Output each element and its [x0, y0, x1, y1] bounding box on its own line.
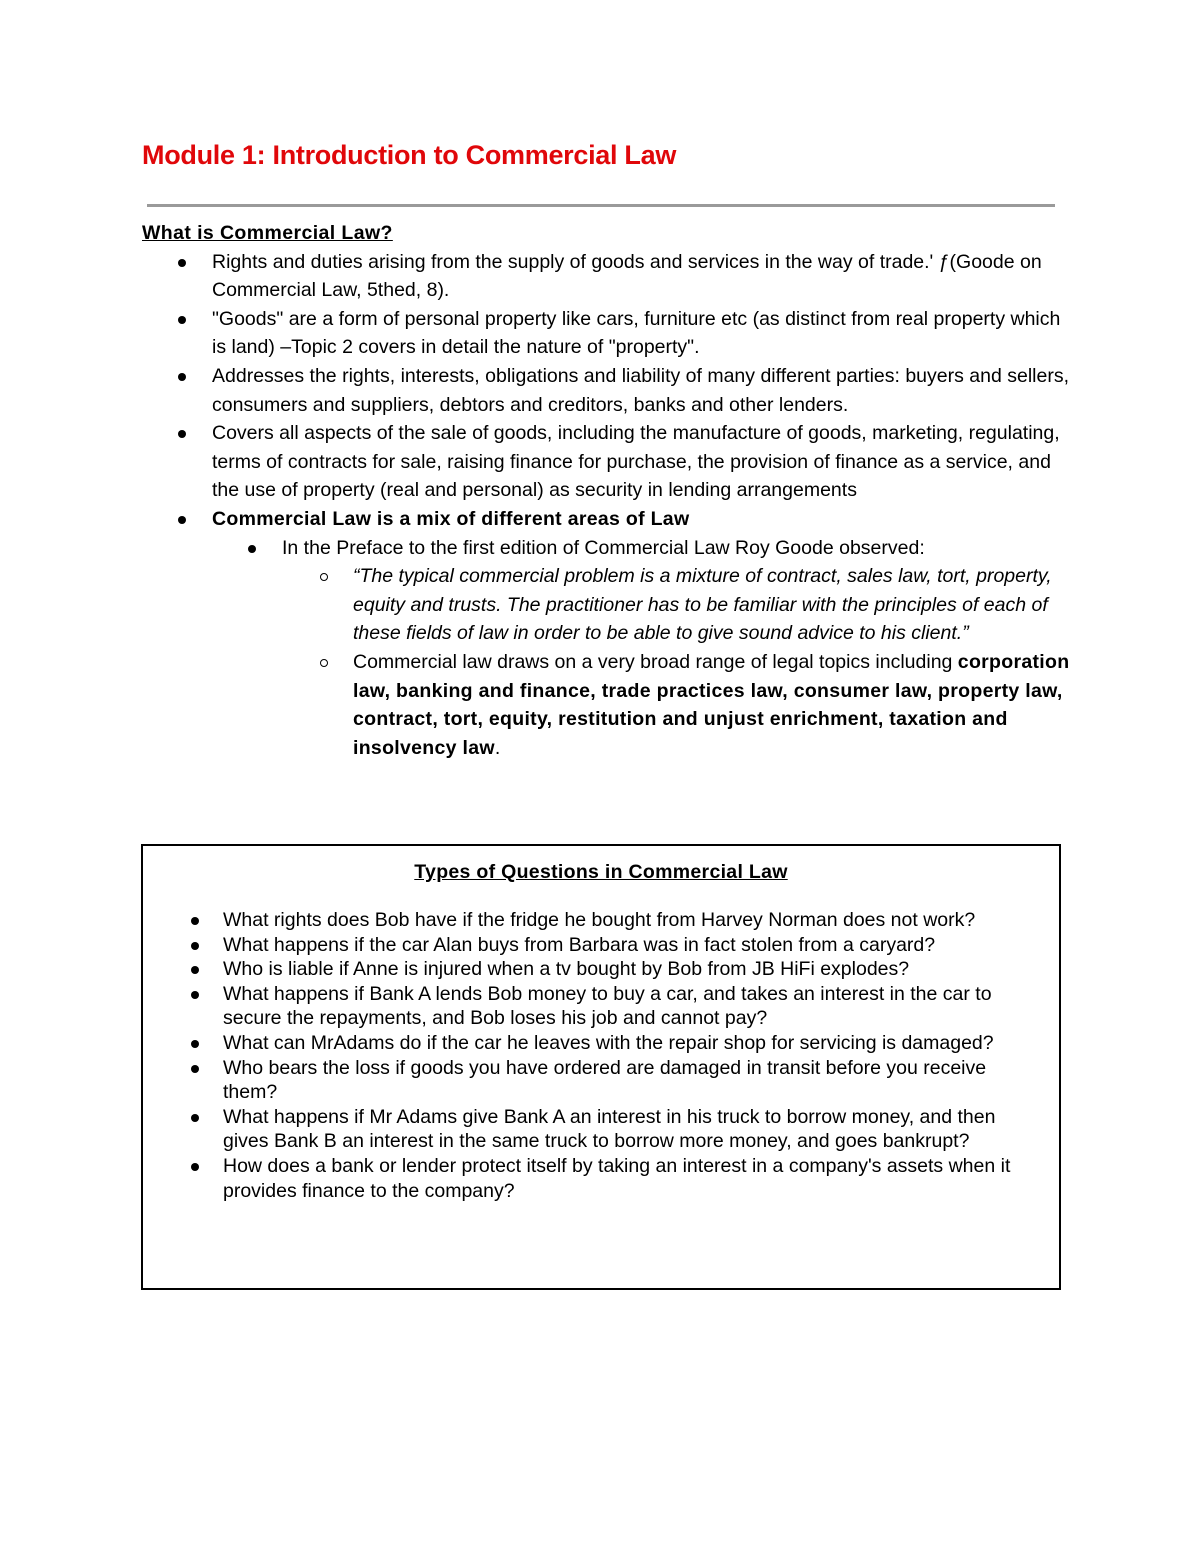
bullet-icon [191, 1163, 199, 1171]
bullet-icon [191, 1040, 199, 1048]
hollow-bullet-icon [320, 573, 328, 581]
bullet-icon [191, 917, 199, 925]
page-title: Module 1: Introduction to Commercial Law [142, 140, 677, 170]
bullet-icon [191, 1065, 199, 1073]
list-item [212, 248, 1072, 305]
question-text: What can MrAdams do if the car he leaves with the repair shop for servicing is damaged? [223, 1031, 994, 1054]
bullet-icon [191, 942, 199, 950]
sub-list-item [282, 534, 1072, 563]
list-item [212, 419, 1072, 505]
question-item [223, 982, 1033, 1031]
question-text: What happens if the car Alan buys from Barbara was in fact stolen from a caryard? [223, 933, 936, 956]
topics-end: . [494, 736, 501, 759]
bullet-icon [191, 1114, 199, 1122]
title-divider [147, 204, 1055, 207]
bullet-icon [191, 991, 199, 999]
list-item-text: "Goods" are a form of personal property like cars, furniture etc (as distinct from real property which is land) –Topic 2 covers in detail the nature of "property". [212, 307, 1061, 359]
bullet-icon [248, 545, 256, 553]
question-text: Who bears the loss if goods you have ordered are damaged in transit before you receive them? [223, 1056, 987, 1104]
list-item-text: Rights and duties arising from the supply of goods and services in the way of trade.' ƒ(Goode on Commercial Law, 5thed, 8). [212, 250, 1042, 302]
list-item-text: Addresses the rights, interests, obligations and liability of many different parties: buyers and sellers, consumers and suppliers, debtors and creditors, banks and other lenders. [212, 364, 1070, 416]
bullet-icon [178, 373, 186, 381]
list-item [212, 362, 1072, 419]
goode-quote: “The typical commercial problem is a mixture of contract, sales law, tort, property, equity and trusts. The practitioner has to be familiar with the principles of each of these fields of law in order to be able to give sound advice to his client.” [353, 565, 1052, 645]
question-text: What rights does Bob have if the fridge he bought from Harvey Norman does not work? [223, 909, 976, 931]
question-types-box [141, 844, 1061, 1290]
list-item-text: Commercial Law is a mix of different areas of Law [212, 507, 690, 530]
box-title: Types of Questions in Commercial Law [414, 861, 788, 883]
what-is-commercial-law-section [142, 219, 1072, 762]
sub-bullet-list [142, 534, 1072, 563]
sub-list-item-text: In the Preface to the first edition of Commercial Law Roy Goode observed: [282, 536, 925, 559]
nested-bullet-list [142, 562, 1072, 762]
hollow-bullet-icon [320, 659, 328, 667]
question-item [223, 1031, 1033, 1056]
question-text: What happens if Bank A lends Bob money to buy a car, and takes an interest in the car to secure the repayments, and Bob loses his job and cannot pay? [223, 982, 992, 1030]
question-item [223, 1154, 1033, 1203]
main-bullet-list [142, 248, 1072, 534]
bullet-icon [178, 516, 186, 524]
question-text: What happens if Mr Adams give Bank A an interest in his truck to borrow money, and then gives Bank B an interest in the same truck to borrow more money, and goes bankrupt? [223, 1105, 996, 1153]
bullet-icon [178, 316, 186, 324]
question-item [223, 933, 1033, 958]
bullet-icon [178, 259, 186, 267]
question-list [223, 908, 1033, 1203]
nested-list-item [353, 562, 1072, 648]
question-item [223, 1105, 1033, 1154]
topics-intro: Commercial law draws on a very broad range of legal topics including [353, 650, 958, 673]
topics-list: corporation law, banking and finance, trade practices law, consumer law, property law, contract, tort, equity, restitution and unjust enrichment, taxation and insolvency law [353, 650, 1070, 759]
bullet-icon [178, 430, 186, 438]
list-item [212, 305, 1072, 362]
list-item-text: Covers all aspects of the sale of goods, including the manufacture of goods, marketing, regulating, terms of contracts for sale, raising finance for purchase, the provision of finance as a service, and the use of property (real and personal) as security in lending arrangements [212, 422, 1060, 502]
question-text: Who is liable if Anne is injured when a tv bought by Bob from JB HiFi explodes? [223, 958, 910, 981]
question-text: How does a bank or lender protect itself by taking an interest in a company's assets when it provides finance to the company? [223, 1154, 1011, 1202]
question-item [223, 1056, 1033, 1105]
list-item [212, 505, 1072, 534]
question-item [223, 957, 1033, 982]
section-heading: What is Commercial Law? [142, 222, 393, 244]
bullet-icon [191, 966, 199, 974]
question-item [223, 908, 1033, 933]
nested-list-item [353, 648, 1072, 762]
